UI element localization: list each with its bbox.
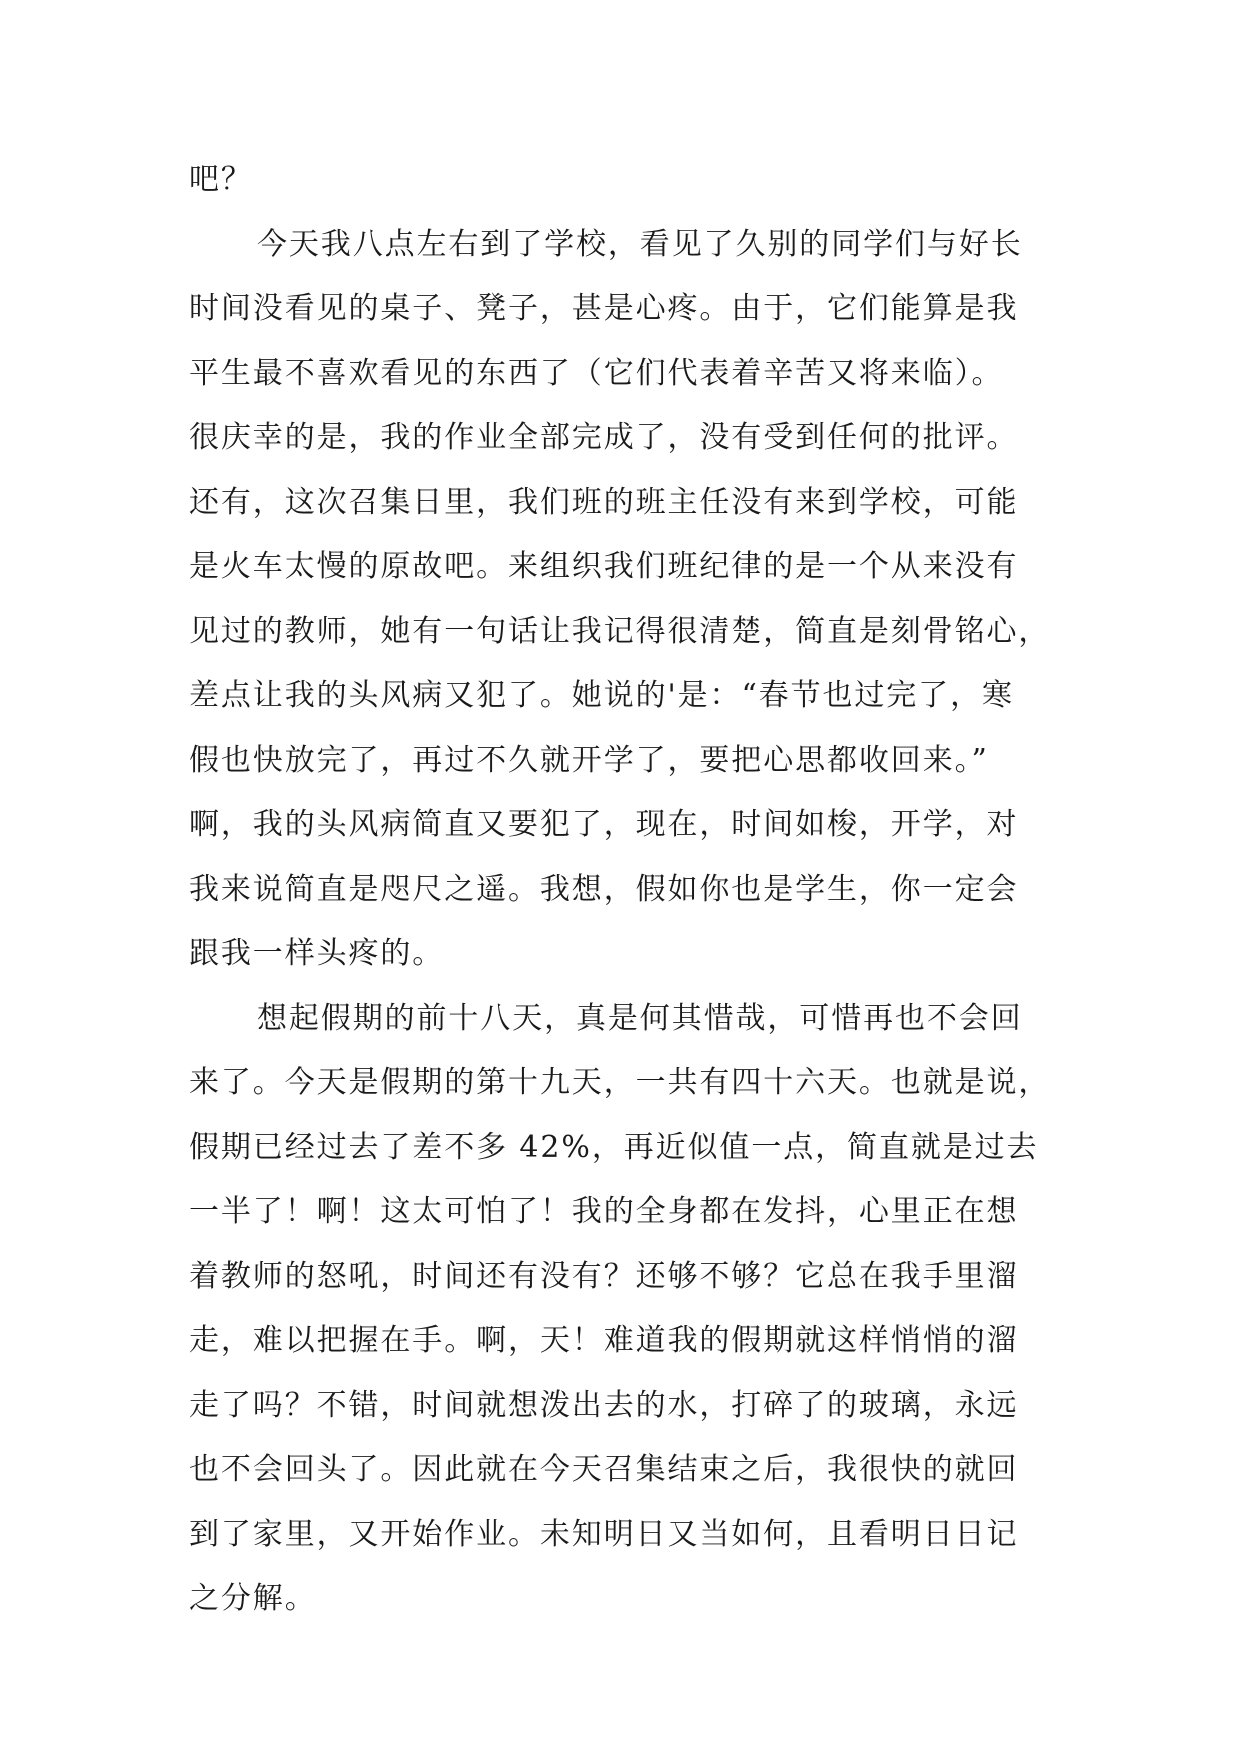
text-line: 来了。今天是假期的第十九天，一共有四十六天。也就是说， [189, 1065, 1051, 1100]
text-line: 着教师的怒吼，时间还有没有？还够不够？它总在我手里溜 [189, 1258, 1019, 1294]
text-line: 平生最不喜欢看见的东西了（它们代表着辛苦又将来临）。 [189, 355, 1004, 391]
paragraph-start-line: 想起假期的前十八天，真是何其惜哉，可惜再也不会回 [257, 1000, 1023, 1036]
text-line: 是火车太慢的原故吧。来组织我们班纪律的是一个从来没有 [189, 549, 1019, 584]
paragraph-start-line: 今天我八点左右到了学校，看见了久别的同学们与好长 [257, 226, 1023, 262]
text-line: 也不会回头了。因此就在今天召集结束之后，我很快的就回 [189, 1452, 1019, 1487]
text-line: 啊，我的头风病简直又要犯了，现在，时间如梭，开学，对 [189, 807, 1019, 842]
text-line: 假也快放完了，再过不久就开学了，要把心思都收回来。” [189, 742, 989, 778]
text-line: 还有，这次召集日里，我们班的班主任没有来到学校，可能 [189, 484, 1019, 520]
text-line: 一半了！啊！这太可怕了！我的全身都在发抖，心里正在想 [189, 1194, 1019, 1229]
text-line: 假期已经过去了差不多 42%，再近似值一点，简直就是过去 [189, 1129, 1039, 1165]
text-line: 我来说简直是咫尺之遥。我想，假如你也是学生，你一定会 [189, 871, 1019, 907]
text-line: 时间没看见的桌子、凳子，甚是心疼。由于，它们能算是我 [189, 291, 1019, 326]
document-body [189, 148, 1069, 1632]
text-line: 走，难以把握在手。啊，天！难道我的假期就这样悄悄的溜 [189, 1323, 1019, 1358]
text-line: 走了吗？不错，时间就想泼出去的水，打碎了的玻璃，永远 [189, 1387, 1019, 1423]
text-line: 吧？ [189, 162, 253, 197]
text-line: 见过的教师，她有一句话让我记得很清楚，简直是刻骨铭心， [189, 613, 1051, 649]
text-line: 很庆幸的是，我的作业全部完成了，没有受到任何的批评。 [189, 420, 1019, 455]
text-line: 跟我一样头疼的。 [189, 936, 445, 971]
text-line: 到了家里，又开始作业。未知明日又当如何，且看明日日记 [189, 1516, 1019, 1552]
text-line: 之分解。 [189, 1581, 317, 1616]
text-line: 差点让我的头风病又犯了。她说的'是：“春节也过完了，寒 [189, 678, 1014, 713]
